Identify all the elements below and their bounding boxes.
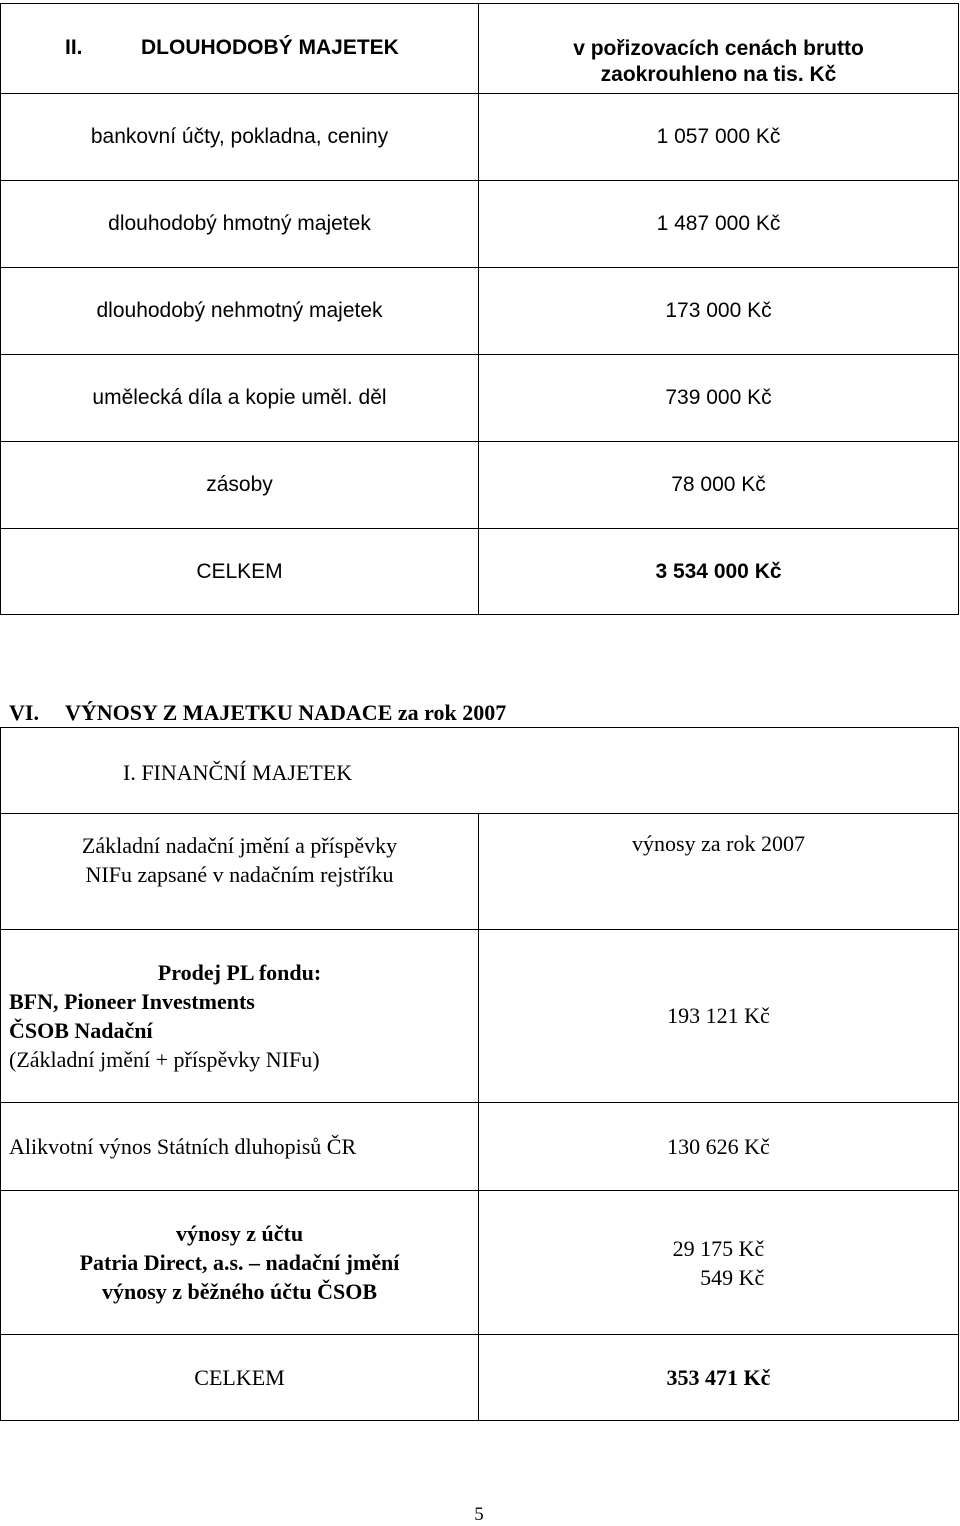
assets-total-value: 3 534 000 Kč (479, 529, 959, 615)
asset-value: 1 487 000 Kč (479, 181, 959, 268)
asset-value: 78 000 Kč (479, 442, 959, 529)
income-row1-line3: ČSOB Nadační (9, 1018, 153, 1043)
income-total-label: CELKEM (1, 1335, 479, 1421)
income-row3-value1: 29 175 Kč (672, 1235, 765, 1261)
section-title: VÝNOSY Z MAJETKU NADACE za rok 2007 (65, 700, 507, 725)
table-row (1, 930, 959, 1103)
section-heading (9, 700, 506, 726)
income-col1-header (1, 814, 479, 930)
income-col2-header-text: výnosy za rok 2007 (632, 831, 805, 856)
income-row3-value-stack (673, 1234, 765, 1292)
asset-value: 739 000 Kč (479, 355, 959, 442)
table-row (1, 1191, 959, 1335)
asset-label: zásoby (1, 442, 479, 529)
income-row2-value: 130 626 Kč (479, 1103, 959, 1191)
table-row (1, 1103, 959, 1191)
assets-header-note-cell (479, 4, 959, 94)
income-col2-header (479, 814, 959, 930)
income-total-row (1, 1335, 959, 1421)
assets-total-row (1, 529, 959, 615)
income-row3-value2: 549 Kč (700, 1264, 765, 1290)
income-row1-line2: BFN, Pioneer Investments (9, 989, 255, 1014)
income-col1-header-line2: NIFu zapsané v nadačním rejstříku (85, 862, 394, 887)
income-row3-label (1, 1191, 479, 1335)
income-row3-line3: výnosy z běžného účtu ČSOB (101, 1279, 378, 1304)
assets-header-note-line2: zaokrouhleno na tis. Kč (600, 63, 837, 86)
table-row (1, 355, 959, 442)
table-row (1, 442, 959, 529)
income-col1-header-line1: Základní nadační jmění a příspěvky (81, 833, 398, 858)
income-row3-line1: výnosy z účtu (175, 1221, 304, 1246)
asset-value: 173 000 Kč (479, 268, 959, 355)
income-subheader-row (1, 728, 959, 814)
assets-header-number: II. (65, 36, 83, 59)
income-subheader-empty (479, 728, 959, 814)
assets-header-row (1, 4, 959, 94)
income-row1-value: 193 121 Kč (479, 930, 959, 1103)
page-number: 5 (474, 1504, 484, 1525)
asset-label: dlouhodobý hmotný majetek (1, 181, 479, 268)
asset-label: umělecká díla a kopie uměl. děl (1, 355, 479, 442)
section-number: VI. (9, 700, 39, 725)
income-row3-values (479, 1191, 959, 1335)
income-subheader (1, 728, 479, 814)
assets-header-note-line1: v pořizovacích cenách brutto (573, 37, 864, 60)
income-row1-line1: Prodej PL fondu: (157, 960, 322, 985)
income-row1-label (1, 930, 479, 1103)
asset-label: bankovní účty, pokladna, ceniny (1, 94, 479, 181)
income-total-value: 353 471 Kč (479, 1335, 959, 1421)
assets-header-title-cell (1, 4, 479, 94)
long-term-assets-table (0, 3, 959, 615)
asset-label: dlouhodobý nehmotný majetek (1, 268, 479, 355)
income-header-row (1, 814, 959, 930)
income-table (0, 727, 959, 1421)
table-row (1, 268, 959, 355)
table-row (1, 94, 959, 181)
table-row (1, 181, 959, 268)
asset-value: 1 057 000 Kč (479, 94, 959, 181)
income-row1-line4: (Základní jmění + příspěvky NIFu) (9, 1047, 320, 1072)
assets-header-title: DLOUHODOBÝ MAJETEK (141, 36, 399, 59)
income-row3-line2: Patria Direct, a.s. – nadační jmění (79, 1250, 400, 1275)
assets-total-label: CELKEM (1, 529, 479, 615)
income-row2-label: Alikvotní výnos Státních dluhopisů ČR (1, 1103, 479, 1191)
income-subheader-text: I. FINANČNÍ MAJETEK (123, 760, 353, 785)
